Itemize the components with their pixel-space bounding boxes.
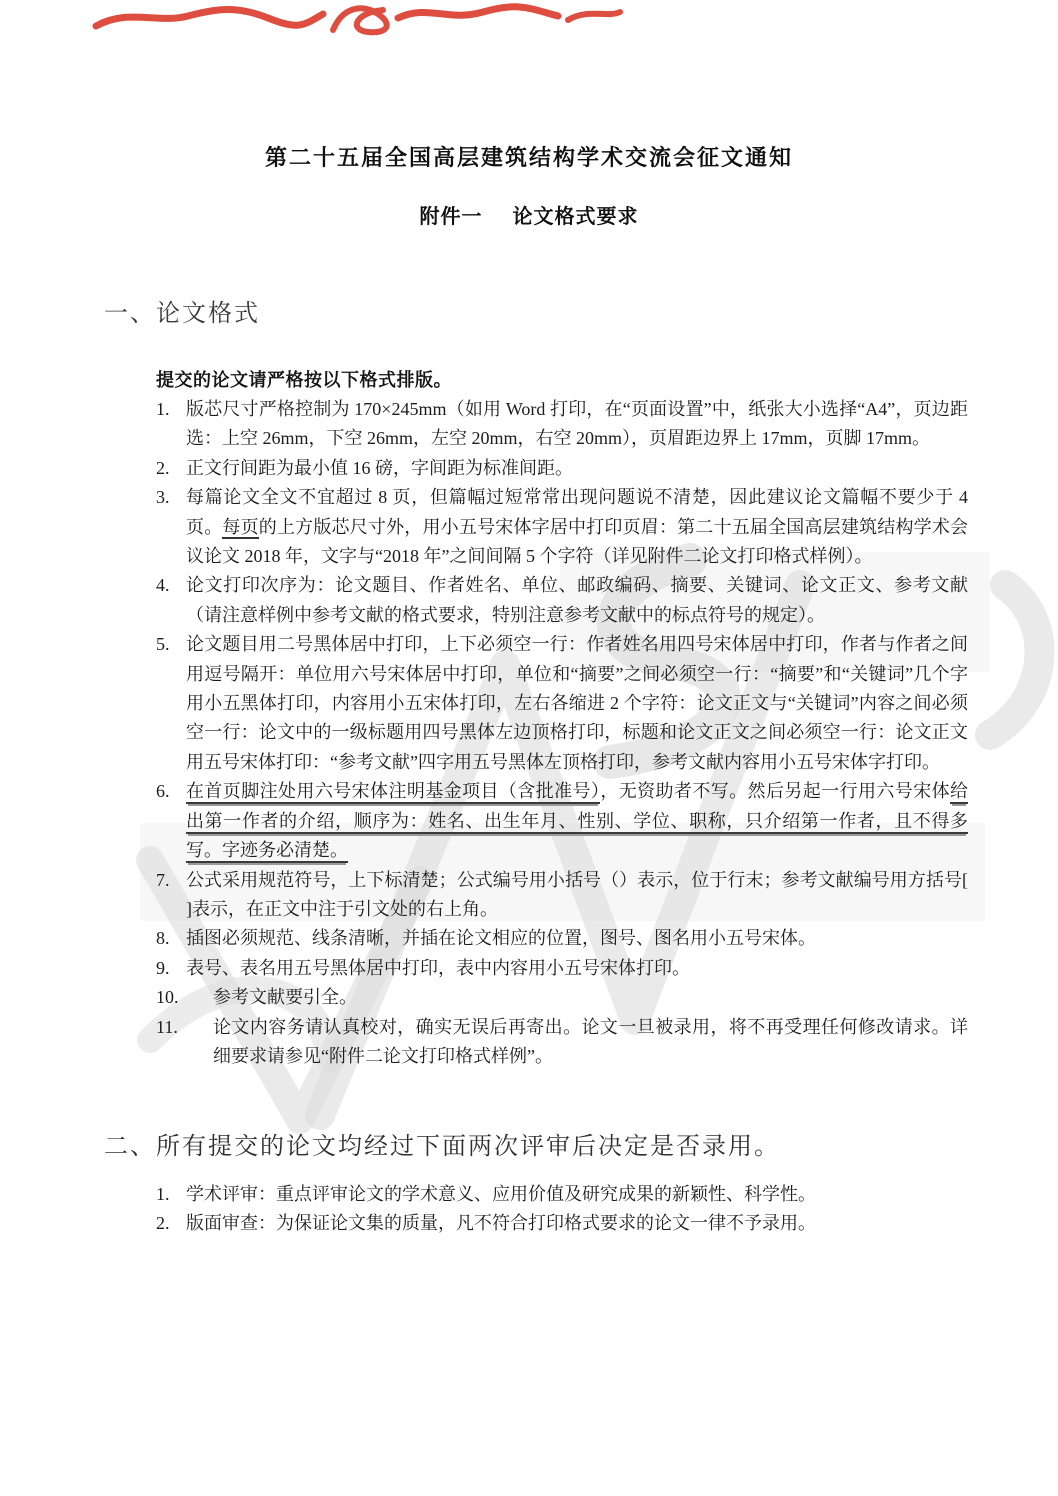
plain-text: 插图必须规范、线条清晰，并插在论文相应的位置，图号、图名用小五号宋体。 — [186, 928, 816, 949]
list-item — [156, 1180, 968, 1209]
plain-text: 论文打印次序为：论文题目、作者姓名、单位、邮政编码、摘要、关键词、论文正文、参考文献（请注意样例中参考文献的格式要求，特别注意参考文献中的标点符号的规定）。 — [186, 575, 968, 625]
item-text — [186, 866, 968, 925]
item-text — [186, 483, 968, 571]
plain-text: 论文题目用二号黑体居中打印，上下必须空一行：作者姓名用四号宋体居中打印，作者与作者之间用逗号隔开：单位用六号宋体居中打印，单位和“摘要”之间必须空一行：“摘要”和“关键词”几个字用小五黑体打印，内容用小五宋体打印，左右各缩进 2 个字符：论文正文与“关键词”内容之间必须空一行：论文中的一级标题用四号黑体左边顶格打印，标题和论文正文之间必须空一行：论文正文用五号宋体打印：“参考文献”四字用五号黑体左顶格打印，参考文献内容用小五号宋体字打印。 — [186, 634, 968, 772]
item-text — [186, 1209, 968, 1238]
list-item — [156, 1209, 968, 1238]
underlined-text: 给出第一作者的介绍，顺序为：姓名、出生年月、性别、学位、职称，只介绍第一作者，且不得多写。字迹务必清楚。 — [186, 781, 968, 863]
item-text — [213, 1013, 968, 1072]
item-text — [186, 777, 968, 865]
list-item — [156, 924, 968, 953]
item-number: 1. — [156, 399, 170, 419]
item-text — [186, 395, 968, 454]
item-text — [186, 954, 968, 983]
format-requirements-list — [156, 395, 968, 1071]
section1-heading: 一、论文格式 — [104, 301, 260, 327]
review-process-list — [156, 1180, 968, 1239]
list-item — [156, 983, 968, 1012]
list-item — [156, 571, 968, 630]
item-number: 6. — [156, 781, 170, 802]
item-number: 8. — [156, 928, 170, 949]
section2-heading: 二、所有提交的论文均经过下面两次评审后决定是否录用。 — [104, 1134, 780, 1160]
plain-text: 论文内容务请认真校对，确实无误后再寄出。论文一旦被录用，将不再受理任何修改请求。详细要求请参见“附件二论文打印格式样例”。 — [213, 1016, 968, 1066]
attachment-heading — [0, 200, 1058, 229]
list-item — [156, 866, 968, 925]
item-number: 3. — [156, 487, 170, 508]
plain-text: 公式采用规范符号，上下标清楚；公式编号用小括号（）表示，位于行末；参考文献编号用方括号[ ]表示，在正文中注于引文处的右上角。 — [186, 869, 968, 919]
document-title: 第二十五届全国高层建筑结构学术交流会征文通知 — [264, 145, 793, 170]
red-stroke — [96, 10, 323, 27]
item-number: 1. — [156, 1184, 170, 1204]
plain-text: 版面审查：为保证论文集的质量，凡不符合打印格式要求的论文一律不予录用。 — [186, 1213, 816, 1234]
item-number: 2. — [156, 1213, 170, 1234]
list-item — [156, 454, 968, 483]
item-text — [213, 983, 968, 1012]
red-stroke — [398, 7, 558, 18]
list-item — [156, 777, 968, 865]
item-text — [186, 630, 968, 777]
item-number: 2. — [156, 457, 170, 478]
list-item — [156, 395, 968, 454]
plain-text: 的上方版芯尺寸外，用小五号宋体字居中打印页眉：第二十五届全国高层建筑结构学术会议论文 2018 年，文字与“2018 年”之间间隔 5 个字符（详见附件二论文打印格式样例）。 — [186, 516, 969, 567]
plain-text: ，无资助者不写。然后另起一行用六号宋体 — [600, 781, 951, 802]
item-number: 9. — [156, 957, 170, 978]
item-number: 5. — [156, 634, 170, 655]
item-text — [186, 571, 968, 630]
plain-text: 版芯尺寸严格控制为 170×245mm（如用 Word 打印，在“页面设置”中，纸张大小选择“A4”，页边距选：上空 26mm，下空 26mm，左空 20mm，右空 20mm），页眉距边界上 17mm，页脚 17mm。 — [186, 399, 968, 449]
plain-text: 正文行间距为最小值 16 磅，字间距为标准间距。 — [186, 457, 573, 478]
red-pen-scribble — [88, 0, 648, 46]
watermark-stroke — [990, 585, 1039, 735]
item-number: 11. — [156, 1016, 178, 1037]
red-stroke — [568, 12, 620, 20]
item-text — [186, 1180, 968, 1209]
list-item — [156, 1013, 968, 1072]
attachment-title: 论文格式要求 — [512, 206, 639, 228]
item-number: 10. — [156, 987, 179, 1008]
plain-text: 表号、表名用五号黑体居中打印，表中内容用小五号宋体打印。 — [186, 957, 690, 978]
list-item — [156, 483, 968, 571]
item-text — [186, 924, 968, 953]
item-number: 7. — [156, 869, 170, 890]
section1-intro: 提交的论文请严格按以下格式排版。 — [156, 370, 452, 390]
red-stroke — [333, 8, 387, 32]
list-item — [156, 954, 968, 983]
underlined-text: 每页 — [222, 516, 259, 537]
item-text — [186, 454, 968, 483]
plain-text: 参考文献要引全。 — [213, 987, 357, 1008]
item-number: 4. — [156, 575, 170, 596]
plain-text: 学术评审：重点评审论文的学术意义、应用价值及研究成果的新颖性、科学性。 — [186, 1184, 816, 1204]
list-item — [156, 630, 968, 777]
plain-text: 每篇论文全文不宜超过 8 页，但篇幅过短常常出现问题说不清楚，因此建议论文篇幅不要少于 4 页。 — [186, 487, 968, 537]
underlined-text: 在首页脚注处用六号宋体注明基金项目（含批准号） — [186, 781, 600, 804]
attachment-label: 附件一 — [419, 206, 483, 228]
